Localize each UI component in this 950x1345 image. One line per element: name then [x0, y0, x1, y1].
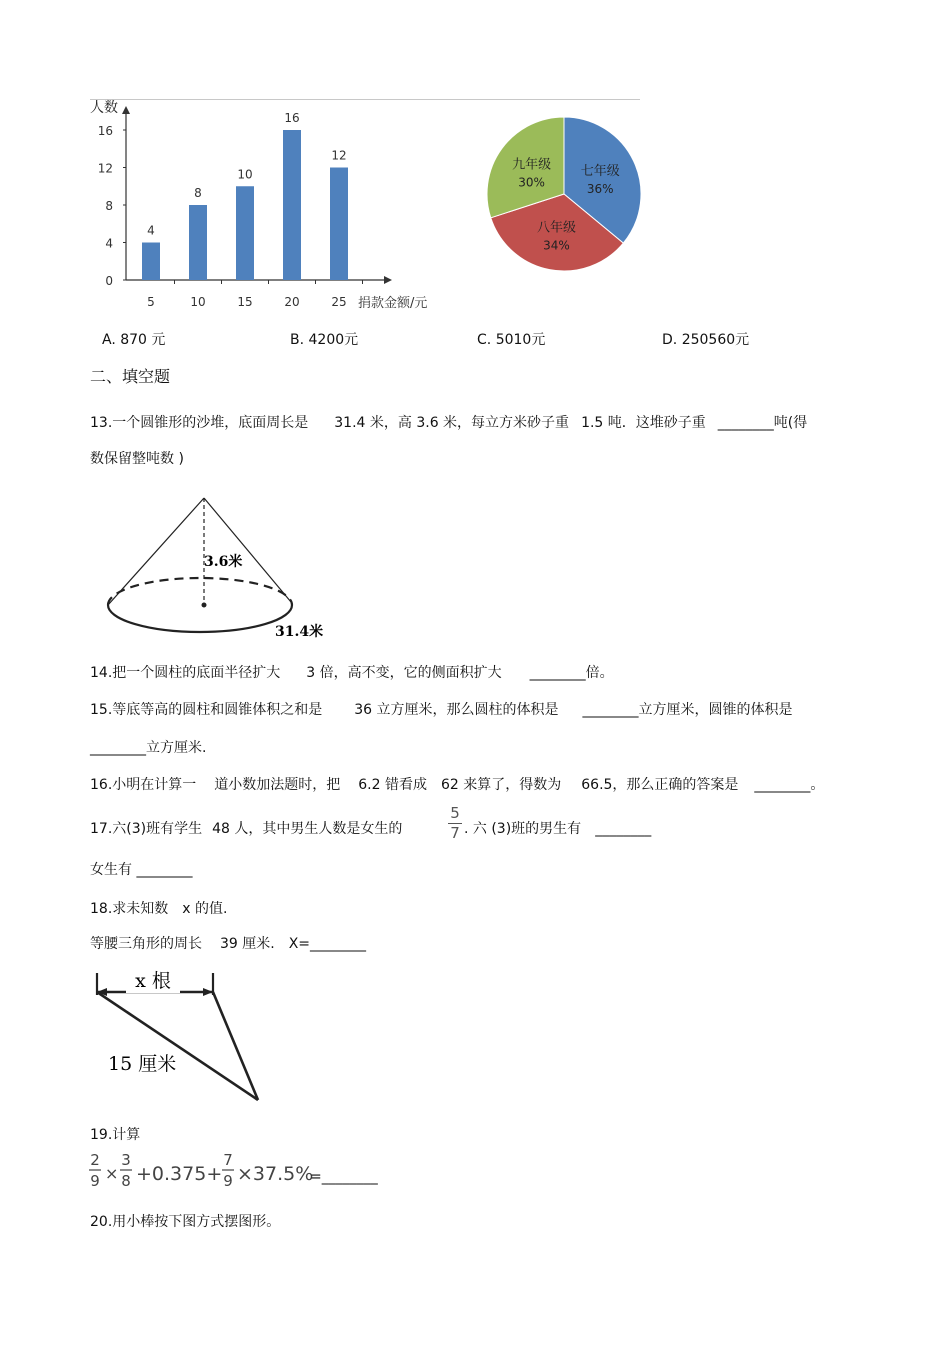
q19-last-term: ×37.5% — [237, 1163, 314, 1185]
option-b-text: 4200元 — [308, 332, 359, 348]
x-tick-label: 10 — [190, 295, 206, 309]
q14-blank[interactable]: ________倍。 — [529, 665, 614, 681]
bar-chart — [88, 98, 448, 318]
option-c-text: 5010元 — [495, 332, 546, 348]
q17-text-a: 17.六(3)班有学生 — [90, 821, 203, 837]
y-tick-label: 12 — [97, 161, 113, 176]
q19-frac1-den: 9 — [90, 1172, 100, 1190]
y-tick-label: 0 — [105, 274, 113, 288]
q19-frac3-num: 7 — [223, 1151, 233, 1169]
bar-value-label: 8 — [194, 186, 202, 200]
bar-value-label: 12 — [331, 148, 347, 163]
option-a[interactable] — [102, 329, 165, 349]
q18-text-a: 18.求未知数 — [90, 901, 169, 917]
q14-text-b: 3 倍，高不变，它的侧面积扩大 — [306, 665, 502, 681]
q15-line1 — [90, 699, 793, 719]
q19-frac2-den: 8 — [121, 1172, 131, 1190]
q18-text-c: 等腰三角形的周长 — [90, 936, 202, 952]
y-tick-label: 8 — [105, 199, 113, 213]
q17-fraction-den: 7 — [450, 824, 460, 842]
q15-blank1[interactable]: ________立方厘米，圆锥的体积是 — [582, 702, 793, 718]
q19-times1: × — [105, 1164, 119, 1183]
q16-text-b: 道小数加法题时，把 — [214, 777, 341, 793]
option-c-letter: C. — [477, 332, 492, 348]
cone-height-label: 3.6米 — [204, 554, 243, 570]
cone-base-front — [108, 605, 292, 632]
pie-slice-percent: 36% — [586, 181, 614, 196]
bar-value-label: 16 — [284, 111, 300, 125]
section-title: 二、填空题 — [90, 367, 171, 386]
y-axis-arrow — [122, 106, 130, 114]
q17-text-c: . 六 (3)班的男生有 — [464, 821, 582, 837]
q19-title: 19.计算 — [90, 1127, 141, 1143]
q17-blank1[interactable]: ________ — [595, 821, 652, 837]
cone-circumference-label: 31.4米 — [275, 624, 324, 640]
q19-frac2-num: 3 — [121, 1151, 131, 1169]
x-tick-label: 25 — [331, 295, 347, 309]
y-axis-label: 人数 — [90, 100, 118, 116]
option-d[interactable] — [662, 329, 749, 349]
q13-blank[interactable]: ________吨(得 — [717, 415, 808, 431]
q16-text-c: 6.2 错看成 — [358, 777, 427, 793]
triangle-figure — [88, 965, 273, 1110]
x-axis-label: 捐款金额/元 — [358, 296, 428, 311]
q16-text-d: 62 来算了，得数为 — [440, 777, 562, 793]
q16-text-a: 16.小明在计算一 — [90, 777, 197, 793]
option-a-text: 870 元 — [120, 332, 166, 348]
triangle-arrow-right — [203, 988, 213, 996]
bar — [142, 243, 160, 281]
q18-line1 — [90, 898, 227, 918]
cone-figure — [100, 490, 340, 650]
q13-line2: 数保留整吨数 ) — [90, 451, 184, 467]
option-b[interactable] — [290, 329, 358, 349]
q17-text-b: 48 人，其中男生人数是女生的 — [212, 821, 403, 837]
option-d-text: 250560元 — [681, 332, 750, 348]
pie-slice-name: 八年级 — [536, 220, 577, 236]
bar-value-label: 10 — [237, 167, 253, 182]
option-a-letter: A. — [102, 332, 116, 348]
x-axis-arrow — [384, 276, 392, 284]
triangle-top-label: x 根 — [135, 970, 171, 992]
q19-frac3-den: 9 — [223, 1172, 233, 1190]
q13-text-a: 13.一个圆锥形的沙堆，底面周长是 — [90, 415, 309, 431]
q19-expression — [88, 1150, 398, 1192]
cone-right-edge — [204, 498, 291, 602]
q15-text-a: 15.等底等高的圆柱和圆锥体积之和是 — [90, 702, 323, 718]
option-b-letter: B. — [290, 332, 305, 348]
q16-blank[interactable]: ________。 — [754, 777, 825, 793]
q18-blank[interactable]: X=________ — [288, 936, 367, 952]
x-tick-label: 15 — [237, 295, 253, 309]
option-d-letter: D. — [662, 332, 678, 348]
q18-text-b: x 的值. — [182, 901, 228, 917]
triangle-long-side — [97, 992, 258, 1100]
bar — [189, 205, 207, 280]
q17-line1 — [90, 818, 402, 838]
q15-text-b: 36 立方厘米，那么圆柱的体积是 — [354, 702, 559, 718]
cone-left-edge — [108, 498, 204, 605]
q19-blank[interactable]: =________ — [310, 1169, 378, 1185]
pie-slice-percent: 30% — [518, 175, 545, 190]
q16 — [90, 774, 824, 794]
triangle-side-label: 15 厘米 — [108, 1053, 177, 1075]
pie-chart — [480, 110, 650, 280]
q18-line2 — [90, 933, 366, 953]
pie-chart-plot — [487, 117, 641, 271]
bar — [283, 130, 301, 280]
q16-text-e: 66.5，那么正确的答案是 — [581, 777, 739, 793]
pie-slice-percent: 34% — [543, 238, 570, 253]
bar — [330, 168, 348, 281]
q19-mid-term: +0.375+ — [136, 1163, 223, 1185]
q19-frac1-num: 2 — [90, 1151, 100, 1169]
q17-fraction — [448, 806, 462, 841]
q13-line1 — [90, 412, 807, 432]
q17-fraction-num: 5 — [450, 804, 460, 822]
q13-text-b: 31.4 米，高 3.6 米，每立方米砂子重 — [334, 415, 570, 431]
q13-text-c: 1.5 吨．这堆砂子重 — [581, 415, 706, 431]
bar-chart-plot — [90, 99, 427, 311]
q17-line2[interactable]: 女生有 ________ — [90, 862, 193, 878]
q14-text-a: 14.把一个圆柱的底面半径扩大 — [90, 665, 281, 681]
q19-expression-math — [89, 1151, 313, 1190]
pie-slice-name: 九年级 — [512, 157, 552, 173]
x-tick-label: 5 — [147, 295, 155, 309]
cone-base-back — [108, 578, 292, 605]
y-tick-label: 16 — [97, 124, 113, 138]
bar — [236, 186, 254, 280]
q20: 20.用小棒按下图方式摆图形。 — [90, 1214, 281, 1230]
pie-slice-name: 七年级 — [580, 163, 620, 179]
option-c[interactable] — [477, 329, 545, 349]
q14 — [90, 662, 614, 682]
cone-center-dot — [202, 603, 207, 608]
y-tick-label: 4 — [105, 236, 113, 251]
q18-text-d: 39 厘米. — [220, 936, 275, 952]
q17-line1-end — [464, 818, 651, 838]
q15-line2[interactable]: ________立方厘米. — [90, 740, 207, 756]
bar-value-label: 4 — [147, 223, 155, 238]
x-tick-label: 20 — [284, 295, 300, 309]
